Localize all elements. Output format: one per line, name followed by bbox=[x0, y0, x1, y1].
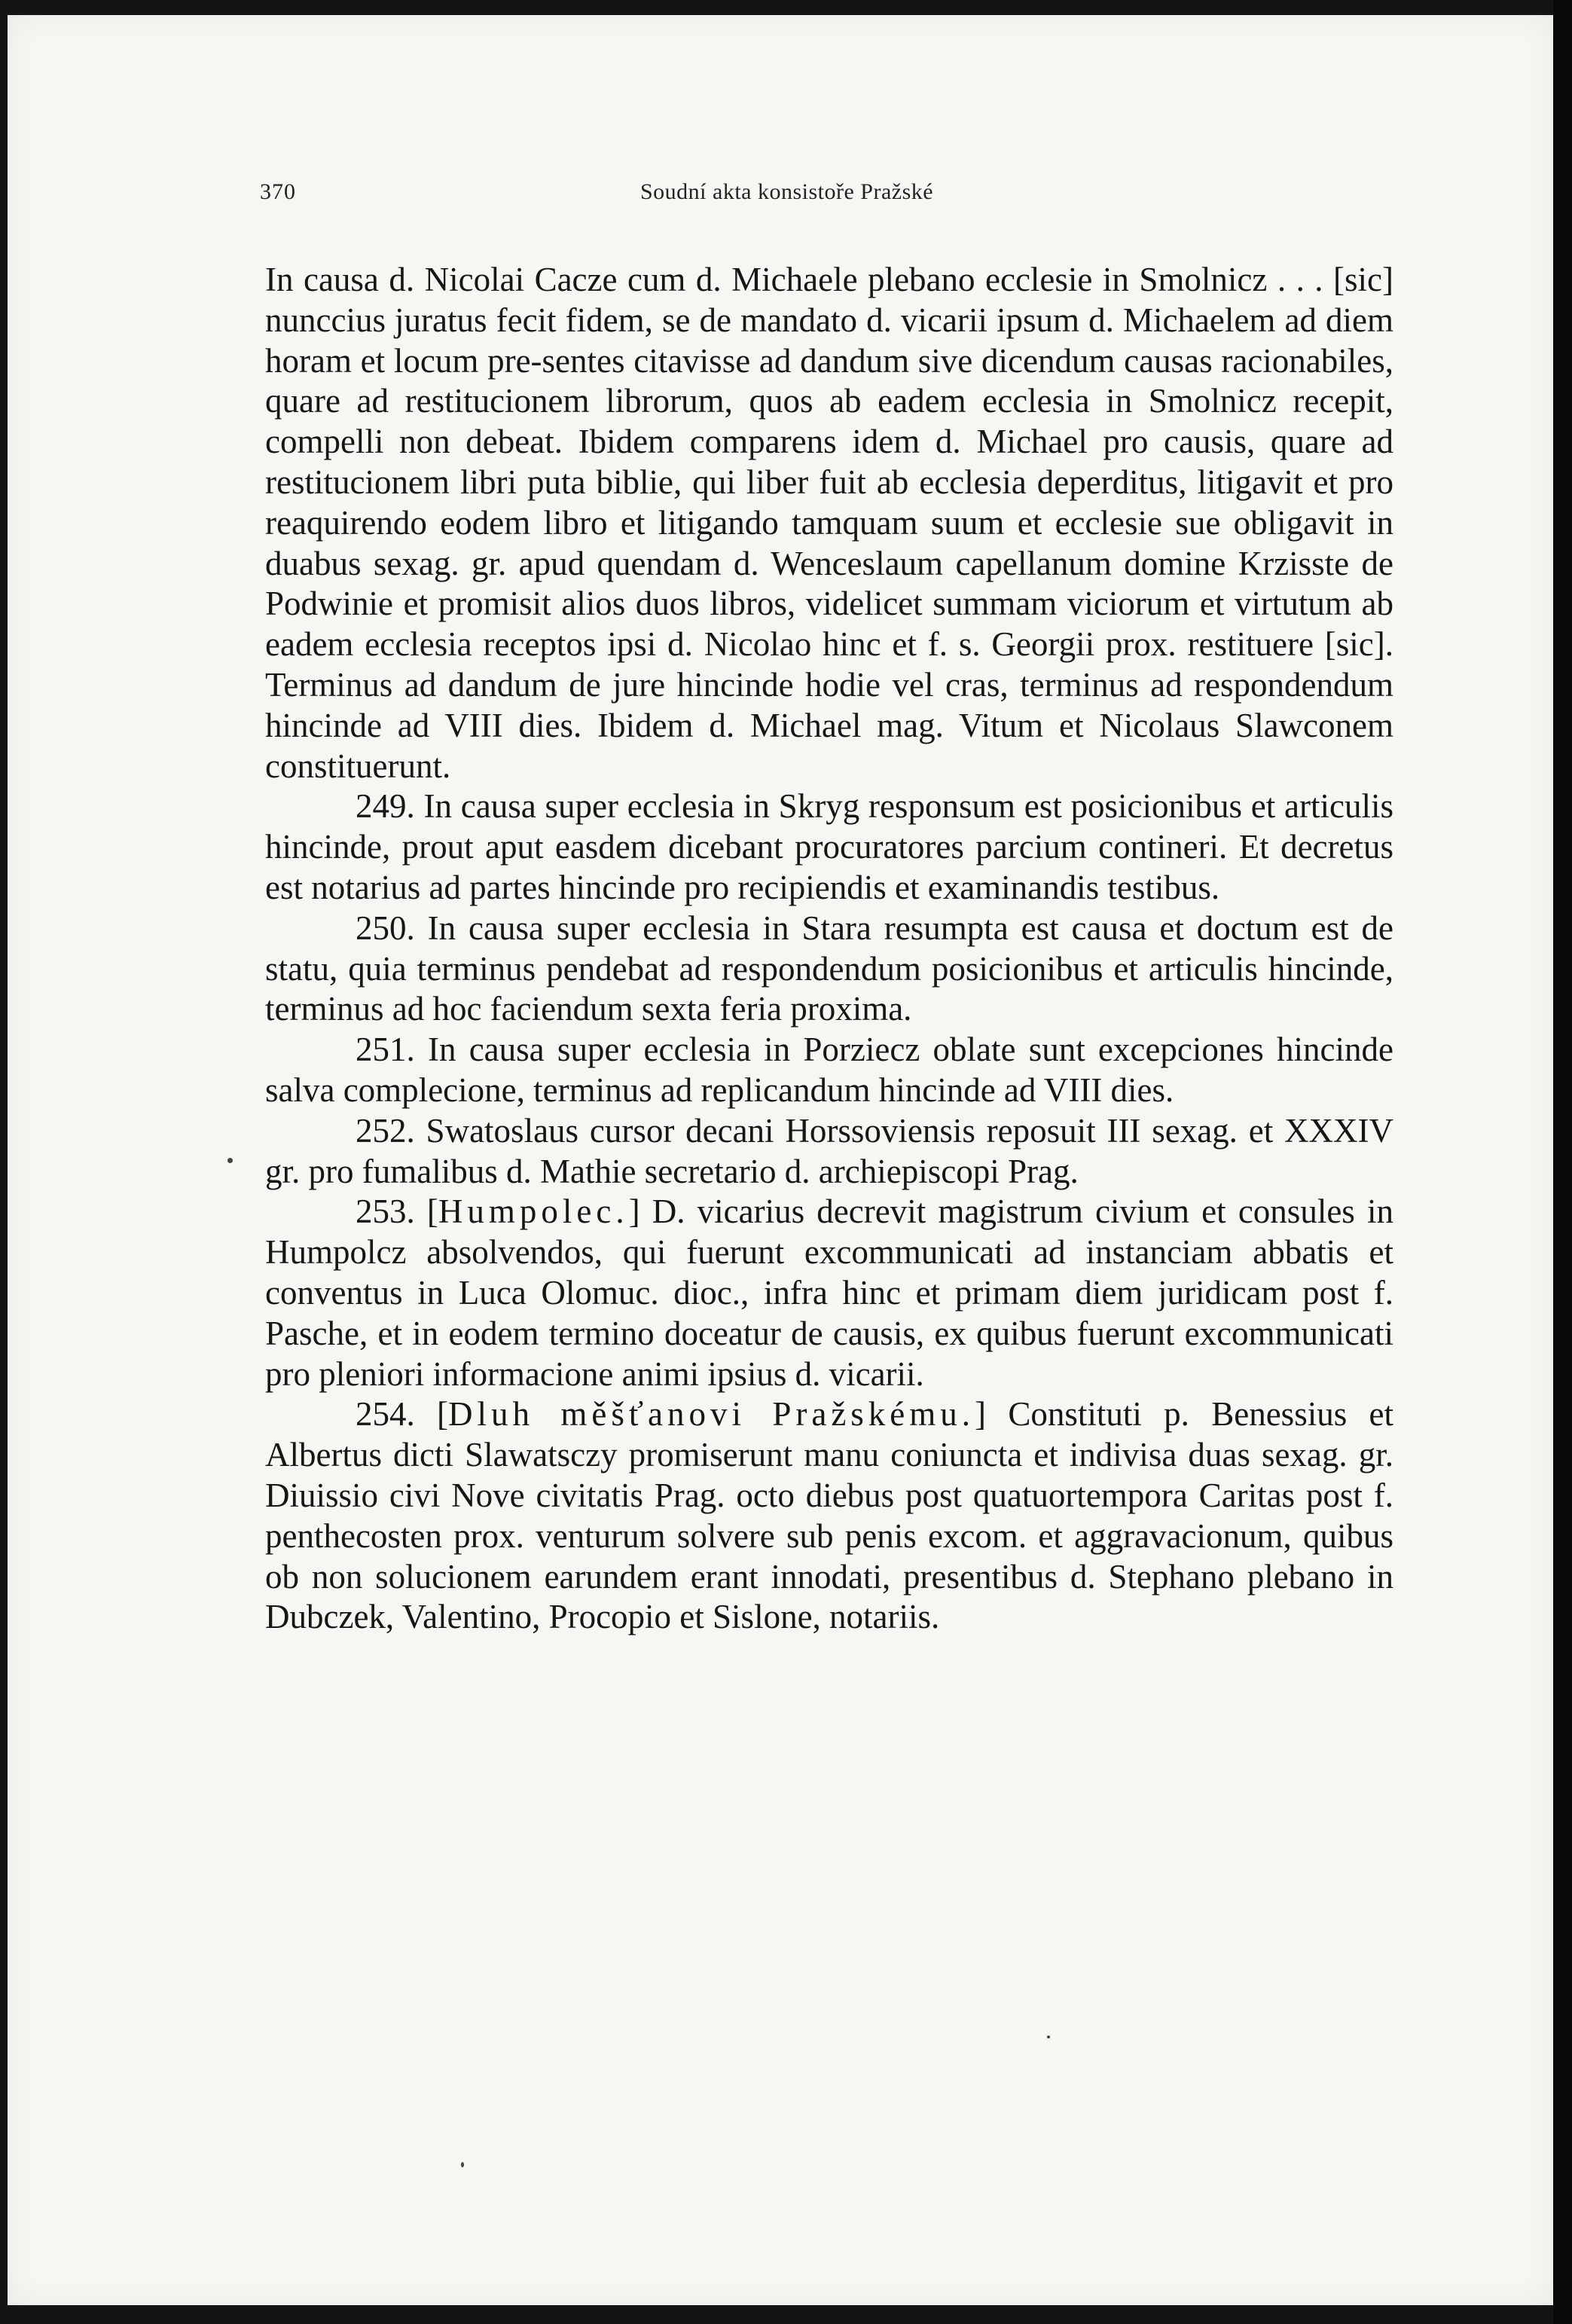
entry-number: 253. [ bbox=[356, 1193, 438, 1231]
entry-paragraph-intro: In causa d. Nicolai Cacze cum d. Michaele plebano ecclesie in Smolnicz . . . [sic] nunccius juratus fecit fidem, se de mandato d. vicarii ipsum d. Michaelem ad diem horam et locum pre-sentes citavisse ad dandum sive dicendum causas racionabiles, quare ad restitucionem librorum, quos ab eadem ecclesia in Smolnicz recepit, compelli non debeat. Ibidem comparens idem d. Michael pro causis, quare ad restitucionem libri puta biblie, qui liber fuit ab ecclesia deperditus, litigavit et pro reaquirendo eodem libro et litigando tamquam suum et ecclesie sue obligavit in duabus sexag. gr. apud quendam d. Wenceslaum capellanum domine Krzisste de Podwinie et promisit alios duos libros, videlicet summam viciorum et virtutum ab eadem ecclesia receptos ipsi d. Nicolao hinc et f. s. Georgii prox. restituere [sic]. Terminus ad dandum de jure hincinde hodie vel cras, terminus ad respondendum hincinde ad VIII dies. Ibidem d. Michael mag. Vitum et Nicolaus Slawconem constituerunt. bbox=[265, 261, 1393, 785]
running-title: Soudní akta konsistoře Pražské bbox=[640, 179, 934, 204]
entry-paragraph-249: 249. In causa super ecclesia in Skryg responsum est posicionibus et articulis hincinde, prout aput easdem dicebant procuratores parcium contineri. Et decretus est notarius ad partes hincinde pro recipiendis et examinandis testibus. bbox=[265, 787, 1393, 906]
page-number: 370 bbox=[260, 179, 296, 204]
entry-text: ] Constituti p. Benessius et Albertus dicti Slawatsczy promiserunt manu coniuncta et indivisa duas sexag. gr. Diuissio civi Nove civitatis Prag. octo diebus post quatuortempora Caritas post f. penthecosten prox. venturum solvere sub penis excom. et aggravacionum, quibus ob non solucionem earundem erant innodati, presentibus d. Stephano plebano in Dubczek, Valentino, Procopio et Sislone, notariis. bbox=[265, 1395, 1394, 1636]
entry-text: ] D. vicarius decrevit magistrum civium et consules in Humpolcz absolvendos, qui fuerunt excommunicati ad instanciam abbatis et conventus in Luca Olomuc. dioc., infra hinc et primam diem juridicam post f. Pasche, et in eodem termino doceatur de causis, ex quibus fuerunt excommunicati pro pleniori informacione animi ipsius d. vicarii. bbox=[265, 1193, 1393, 1393]
entry-paragraph-251: 251. In causa super ecclesia in Porziecz oblate sunt excepciones hincinde salva complecione, terminus ad replicandum hincinde ad VIII dies. bbox=[265, 1031, 1393, 1109]
entry-paragraph-252: 252. Swatoslaus cursor decani Horssoviensis reposuit III sexag. et XXXIV gr. pro fumalibus d. Mathie secretario d. archiepiscopi Prag. bbox=[265, 1111, 1393, 1190]
ink-speck bbox=[461, 2162, 464, 2167]
entry-heading: Humpolec. bbox=[438, 1193, 629, 1231]
entry-paragraph-254 bbox=[265, 1394, 1393, 1638]
entry-heading: Dluh měšťanovi Pražskému. bbox=[448, 1395, 975, 1434]
entry-number: 254. [ bbox=[356, 1395, 449, 1434]
scan-edge bbox=[1553, 0, 1572, 2324]
entry-paragraph-253 bbox=[265, 1192, 1393, 1394]
entry-paragraph-250: 250. In causa super ecclesia in Stara resumpta est causa et doctum est de statu, quia terminus pendebat ad respondendum posicionibus et articulis hincinde, terminus ad hoc faciendum sexta feria proxima. bbox=[265, 909, 1393, 1028]
ink-speck bbox=[1047, 2035, 1050, 2038]
document-body bbox=[265, 260, 1393, 1638]
ink-speck bbox=[227, 1158, 233, 1163]
running-header bbox=[260, 179, 1043, 209]
